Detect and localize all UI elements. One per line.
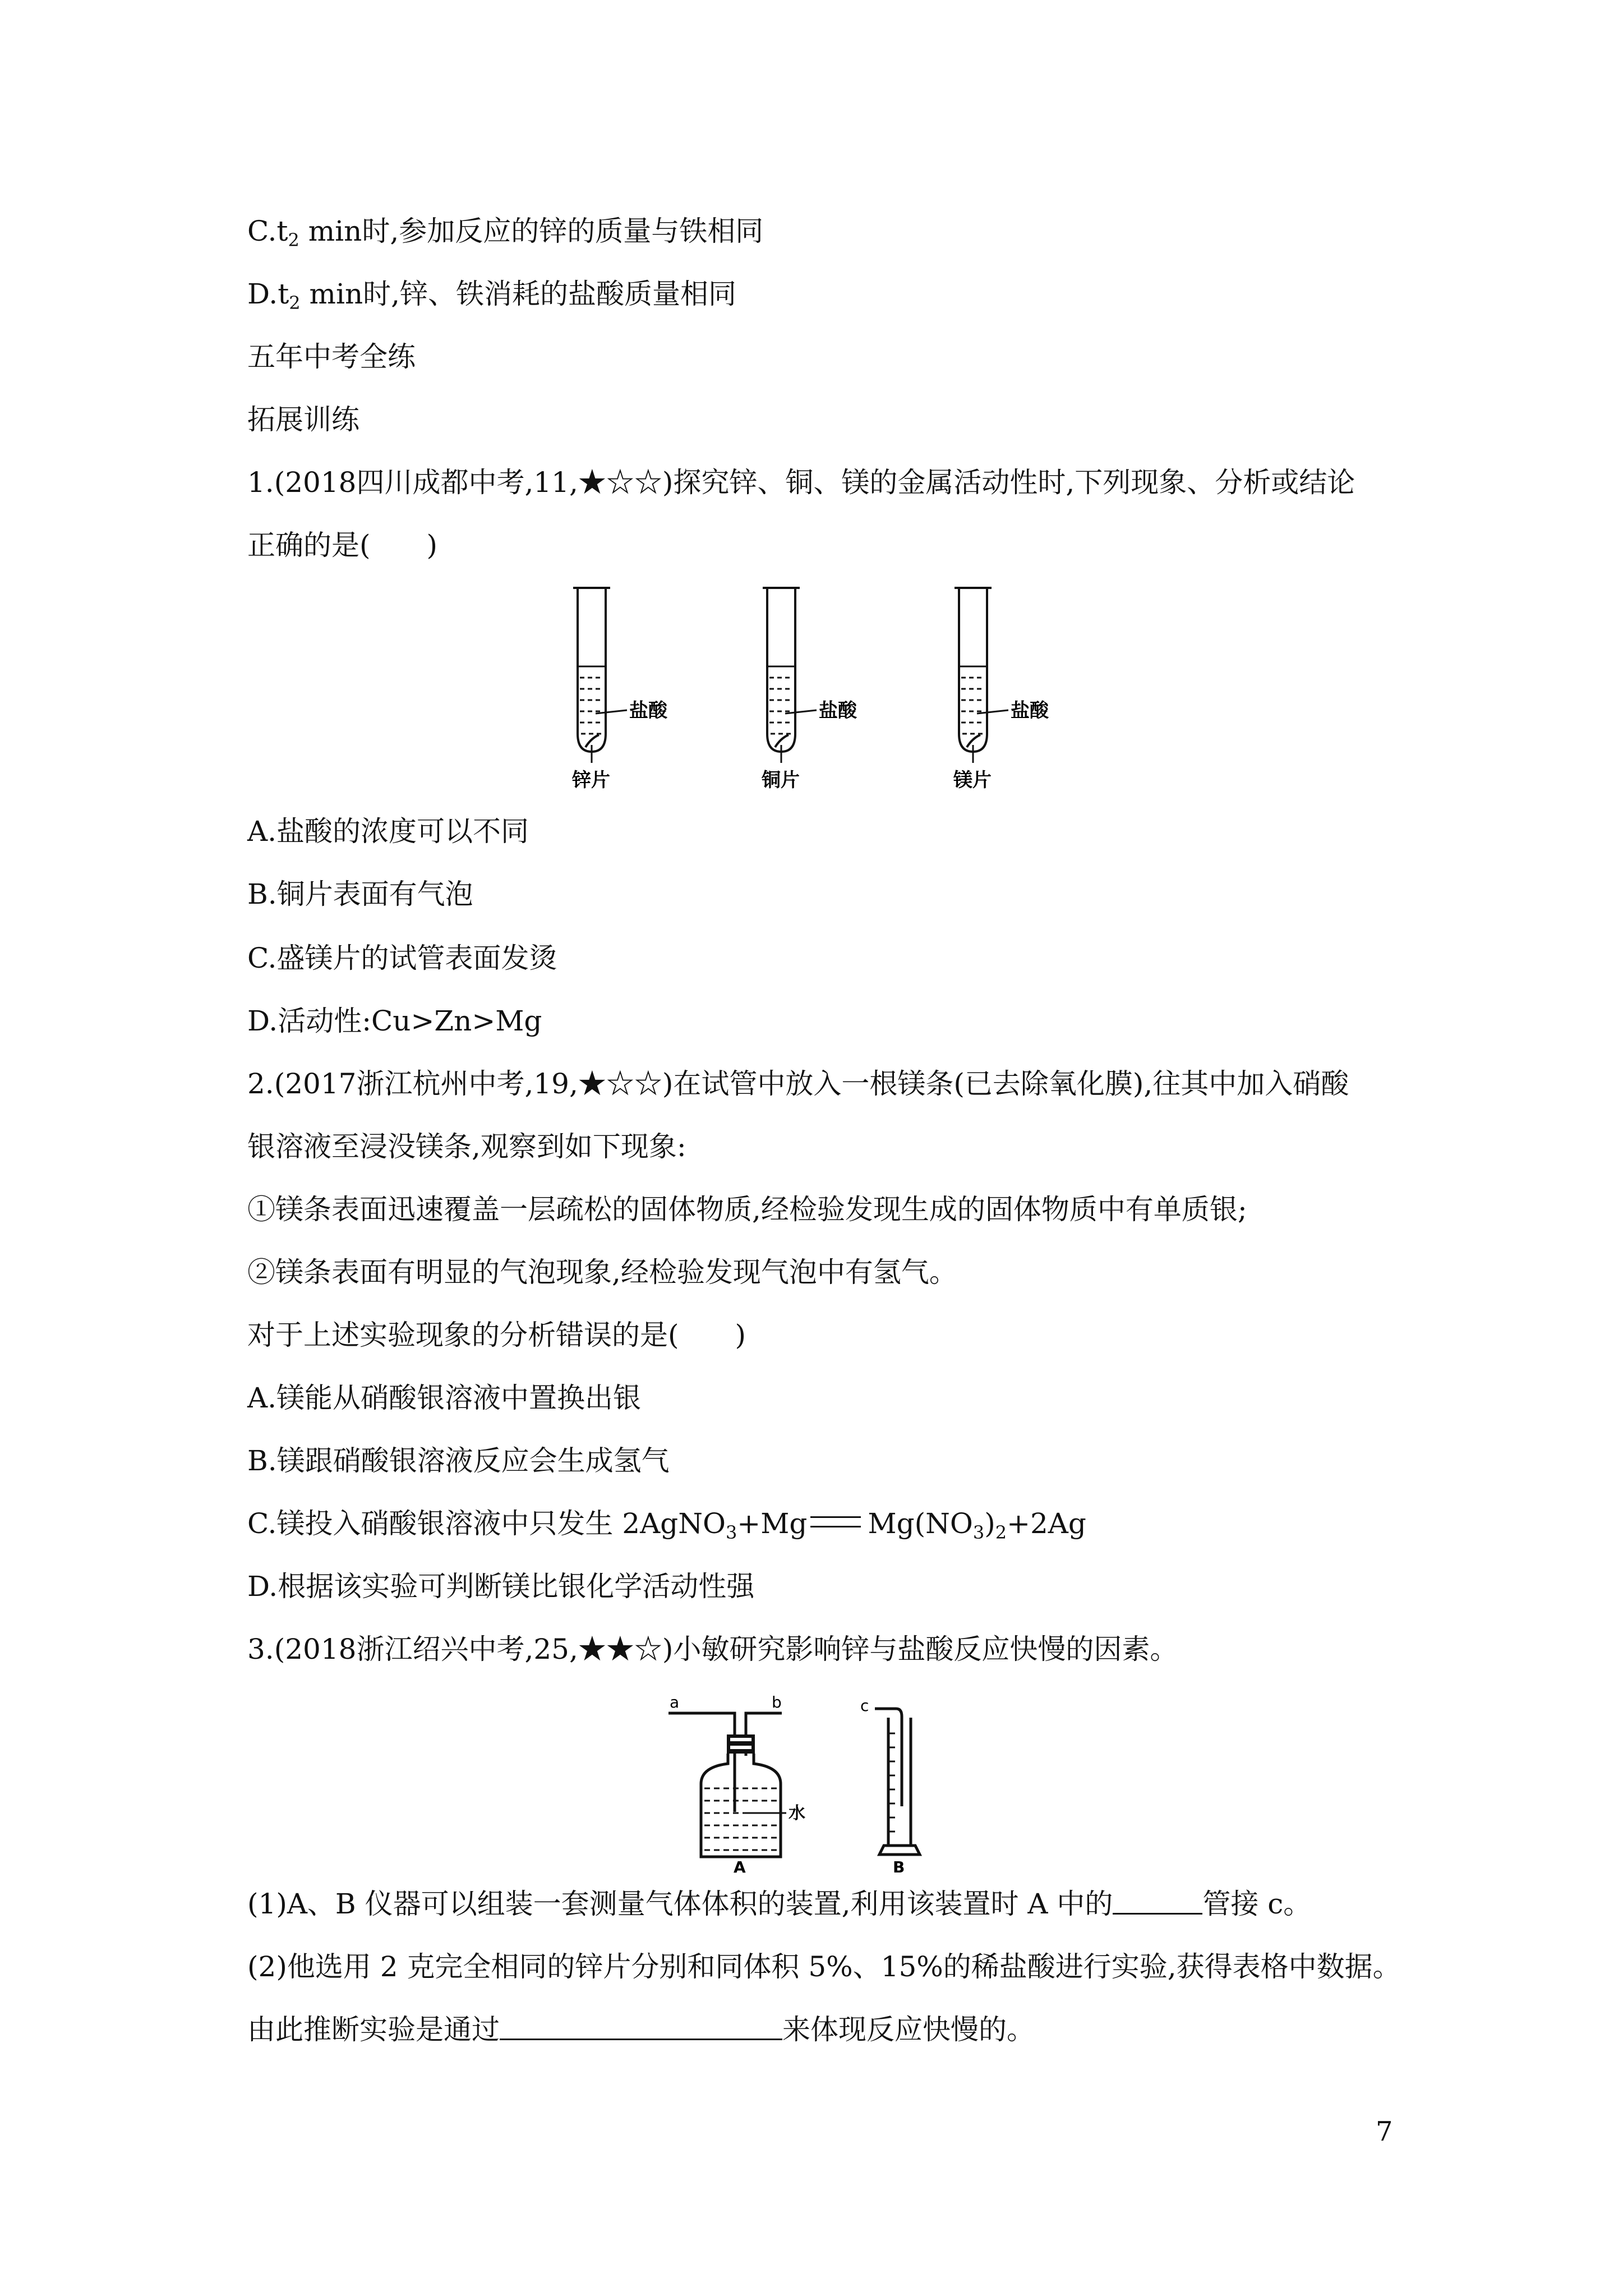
q3-answer-blank-2[interactable] — [500, 2015, 782, 2040]
q1-test-tube-figure — [561, 583, 1088, 797]
q2-stem-line2: 银溶液至浸没镁条,观察到如下现象: — [247, 1130, 686, 1163]
q2-option-a: A.镁能从硝酸银溶液中置换出银 — [247, 1382, 642, 1414]
tube-zinc-metal-label: 锌片 — [572, 769, 610, 792]
tube-copper — [761, 588, 857, 792]
option-d-carryover: $D.t_2$ min时,锌、铁消耗的盐酸质量相同 — [247, 278, 737, 314]
subsection-title: 拓展训练 — [247, 403, 359, 436]
tube-zinc-liquid-label: 盐酸 — [629, 700, 667, 722]
bottle-a — [668, 1694, 805, 1874]
tube-c-label: c — [860, 1696, 869, 1715]
q2-option-c: C.镁投入硝酸银溶液中只发生 2AgNO$_3$+Mg $Mg(NO_3)_2+2Ag$ — [247, 1507, 1086, 1543]
tube-magnesium-liquid-label: 盐酸 — [1011, 700, 1049, 722]
bottle-a-label: A — [734, 1858, 746, 1874]
q2-question: 对于上述实验现象的分析错误的是( ) — [247, 1319, 746, 1351]
q2-stem-line1: 2.(2017浙江杭州中考,19,★☆☆)在试管中放入一根镁条(已去除氧化膜),往其中加入硝酸 — [247, 1068, 1349, 1100]
q2-observation-2: ②镁条表面有明显的气泡现象,经检验发现气泡中有氢气。 — [247, 1256, 957, 1289]
tube-magnesium-metal-label: 镁片 — [953, 769, 992, 792]
cylinder-b-label: B — [893, 1858, 905, 1874]
q2-option-d: D.根据该实验可判断镁比银化学活动性强 — [247, 1570, 755, 1603]
q2-observation-1: ①镁条表面迅速覆盖一层疏松的固体物质,经检验发现生成的固体物质中有单质银; — [247, 1193, 1247, 1226]
reaction-equals-sign — [810, 1516, 861, 1527]
q1-option-c: C.盛镁片的试管表面发烫 — [247, 942, 557, 974]
section-title: 五年中考全练 — [247, 341, 416, 373]
q3-part-1: (1)A、B 仪器可以组装一套测量气体体积的装置,利用该装置时 A 中的 管接 c。 — [247, 1888, 1312, 1920]
q3-answer-blank-1[interactable] — [1113, 1889, 1202, 1915]
tube-a-label: a — [670, 1694, 680, 1711]
tube-b-label: b — [772, 1694, 782, 1711]
tube-magnesium — [953, 588, 1049, 792]
page-number: 7 — [1376, 2116, 1393, 2147]
q1-stem-line1: 1.(2018四川成都中考,11,★☆☆)探究锌、铜、镁的金属活动性时,下列现象、分析或结论 — [247, 466, 1355, 499]
q2-option-b: B.镁跟硝酸银溶液反应会生成氢气 — [247, 1444, 670, 1477]
q3-part-2: (2)他选用 2 克完全相同的锌片分别和同体积 5%、15%的稀盐酸进行实验,获得表格中数据。 — [247, 1950, 1401, 1983]
q1-option-b: B.铜片表面有气泡 — [247, 878, 473, 910]
q3-apparatus-figure — [662, 1694, 976, 1874]
tube-copper-metal-label: 铜片 — [762, 769, 800, 792]
q1-stem-line2: 正确的是( ) — [247, 529, 438, 562]
q3-part-3: 由此推断实验是通过 来体现反应快慢的。 — [247, 2013, 1035, 2046]
water-label: 水 — [789, 1803, 805, 1823]
q1-option-d: D.活动性:Cu>Zn>Mg — [247, 1005, 542, 1037]
tube-copper-liquid-label: 盐酸 — [819, 700, 857, 722]
option-c-carryover: $C.t_2$ min时,参加反应的锌的质量与铁相同 — [247, 215, 764, 251]
tube-zinc — [571, 588, 668, 792]
q3-stem: 3.(2018浙江绍兴中考,25,★★☆)小敏研究影响锌与盐酸反应快慢的因素。 — [247, 1633, 1178, 1665]
q1-option-a: A.盐酸的浓度可以不同 — [247, 815, 529, 848]
cylinder-b — [860, 1696, 920, 1874]
